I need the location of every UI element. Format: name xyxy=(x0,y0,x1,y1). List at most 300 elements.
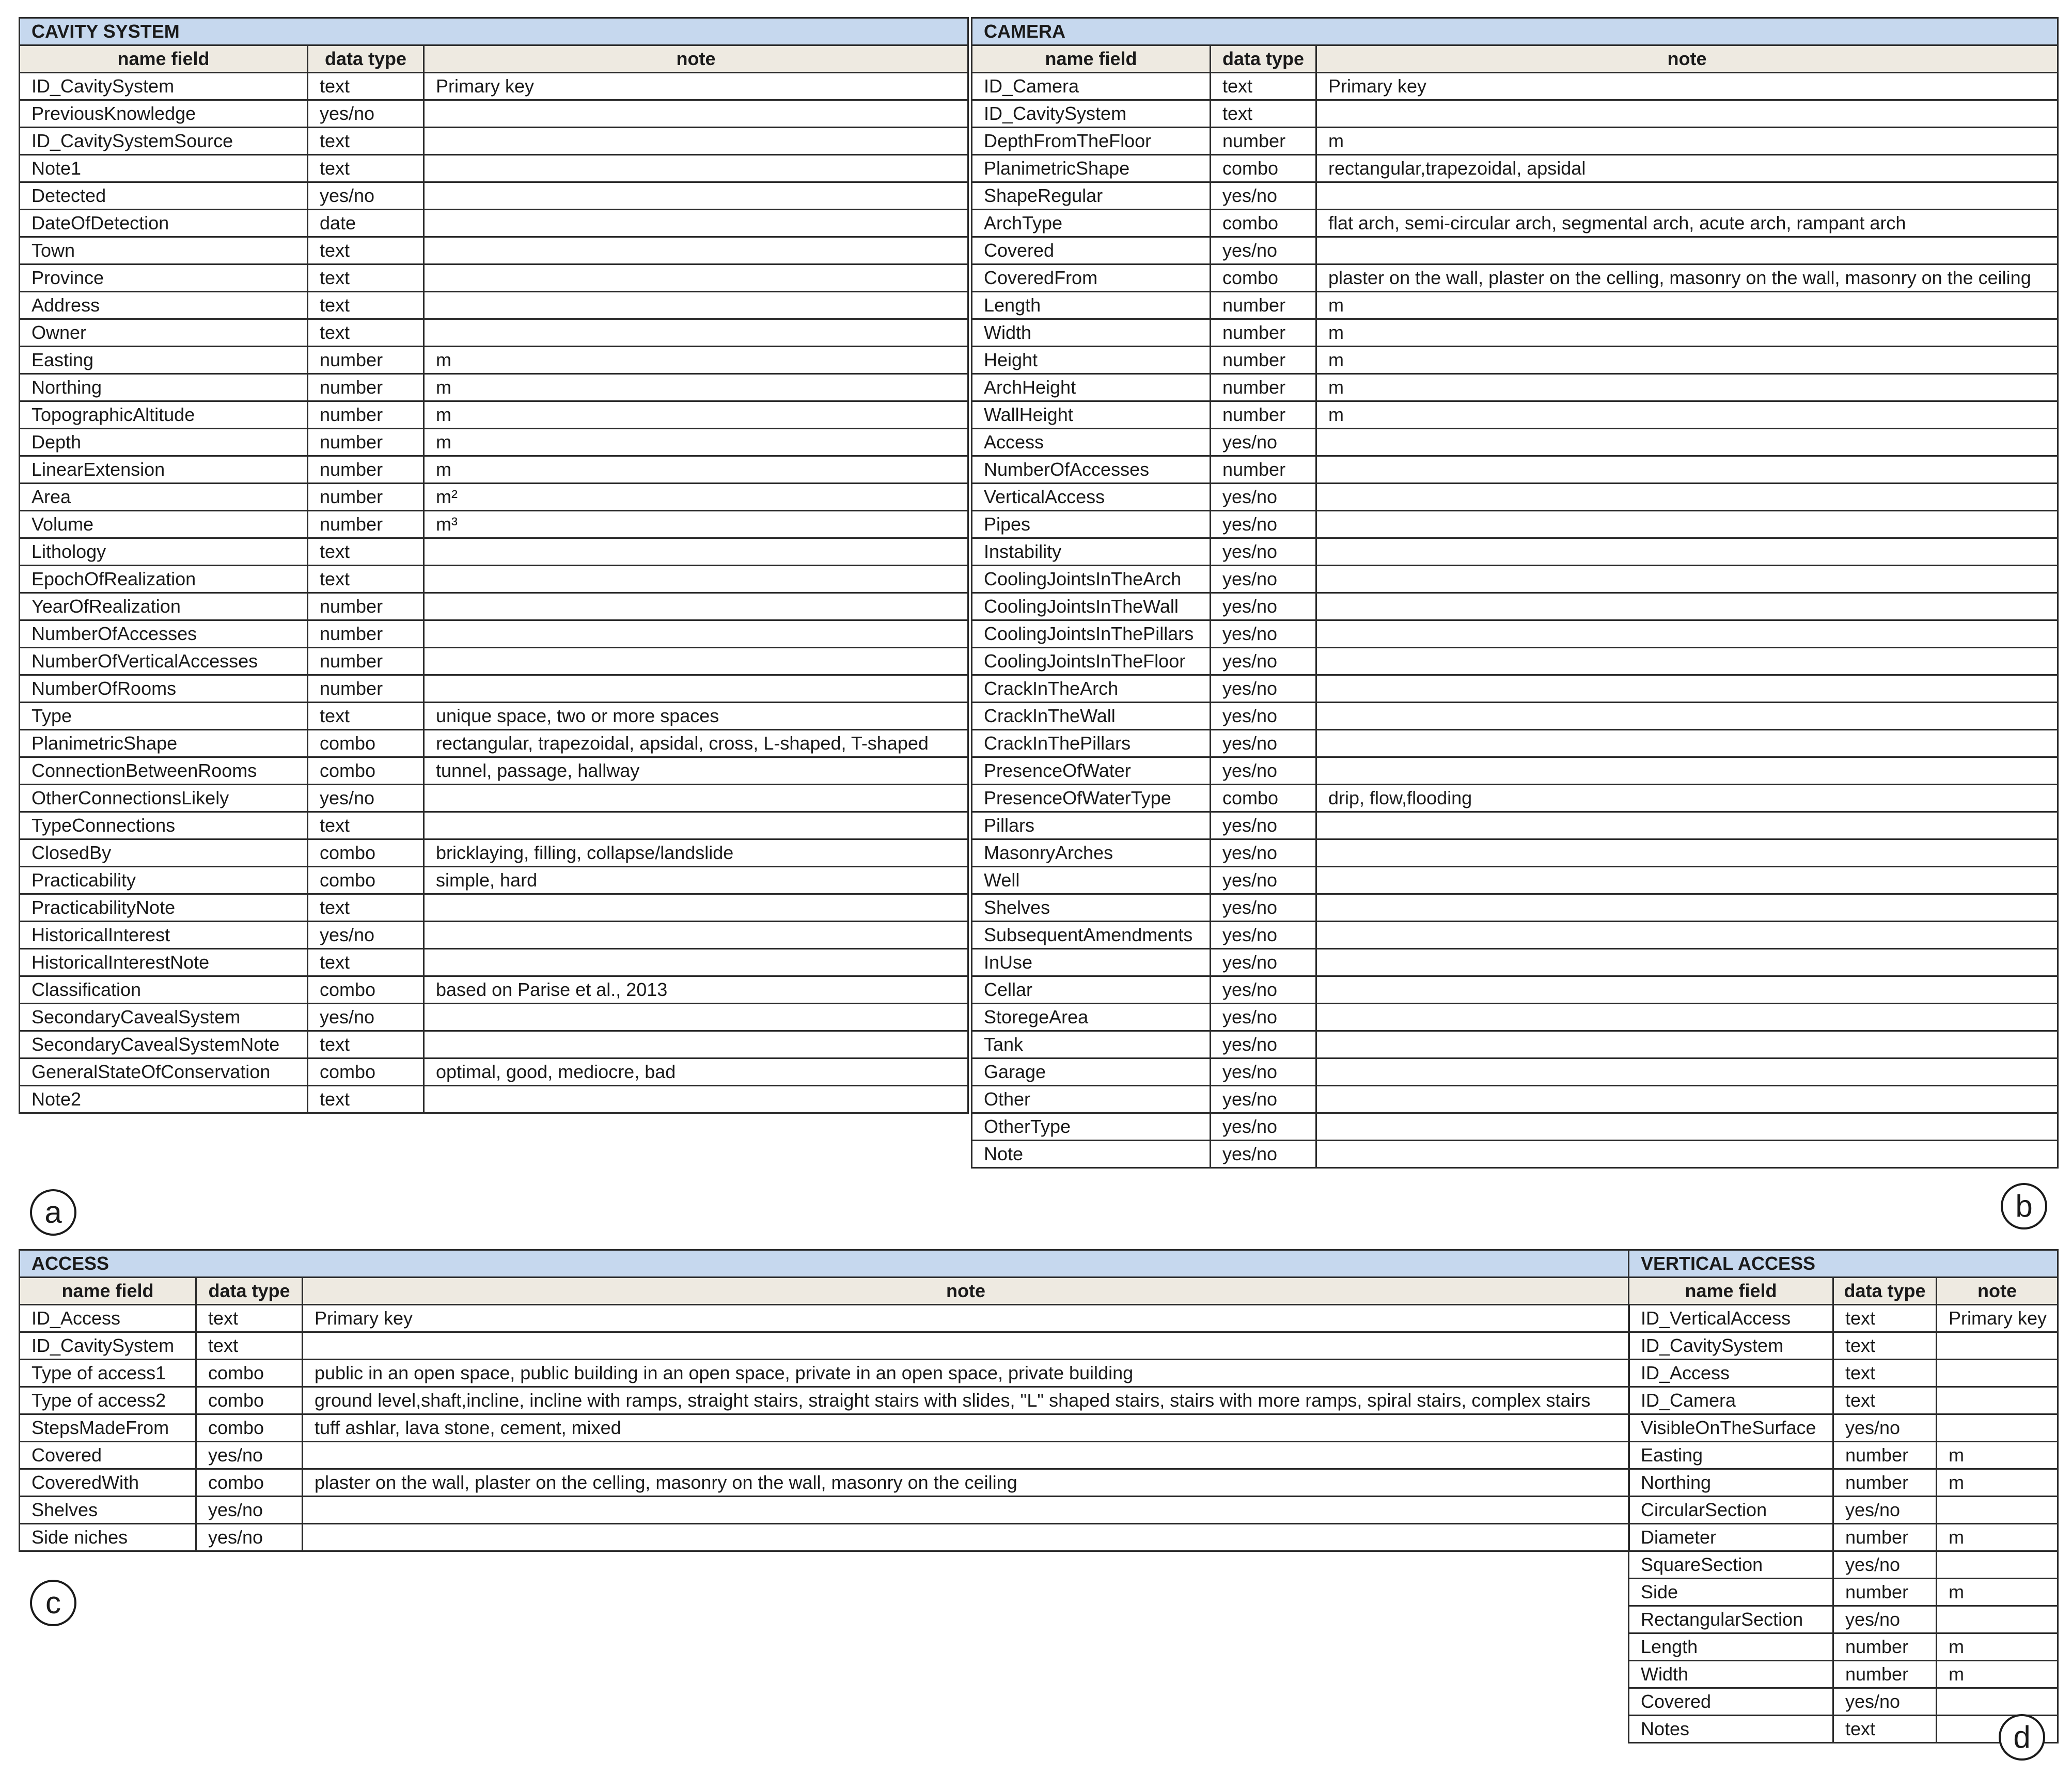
note-cell: drip, flow,flooding xyxy=(1316,785,2058,812)
table-row xyxy=(20,1058,968,1086)
table-title: CAVITY SYSTEM xyxy=(20,18,968,45)
field-name-cell: VisibleOnTheSurface xyxy=(1629,1414,1833,1442)
note-cell xyxy=(424,785,968,812)
field-name-cell: Easting xyxy=(1629,1442,1833,1469)
field-name-cell: EpochOfRealization xyxy=(20,566,308,593)
data-type-cell: number xyxy=(308,484,424,511)
note-cell xyxy=(1316,1031,2058,1058)
data-type-cell: text xyxy=(308,319,424,347)
data-type-cell: yes/no xyxy=(1211,730,1316,757)
note-cell xyxy=(303,1332,1629,1360)
data-type-cell: yes/no xyxy=(1211,922,1316,949)
note-cell xyxy=(1316,182,2058,210)
data-type-cell: number xyxy=(1833,1633,1937,1661)
note-cell: m³ xyxy=(424,511,968,538)
field-name-cell: CircularSection xyxy=(1629,1497,1833,1524)
data-type-cell: yes/no xyxy=(1211,593,1316,620)
note-cell xyxy=(424,155,968,182)
note-cell: m xyxy=(1937,1579,2058,1606)
note-cell: flat arch, semi-circular arch, segmental arch, acute arch, rampant arch xyxy=(1316,210,2058,237)
column-header: name field xyxy=(1629,1278,1833,1305)
data-type-cell: yes/no xyxy=(308,785,424,812)
note-cell: ground level,shaft,incline, incline with ramps, straight stairs, straight stairs with slides, "L" shaped stairs, stairs with more ramps, spiral stairs, complex stairs xyxy=(303,1387,1629,1414)
field-name-cell: Width xyxy=(972,319,1211,347)
table-row xyxy=(20,210,968,237)
data-type-cell: yes/no xyxy=(308,922,424,949)
field-name-cell: Other xyxy=(972,1086,1211,1113)
note-cell xyxy=(1316,1004,2058,1031)
note-cell: simple, hard xyxy=(424,867,968,894)
data-type-cell: text xyxy=(1211,100,1316,128)
data-type-cell: number xyxy=(1833,1469,1937,1497)
data-type-cell: yes/no xyxy=(1211,429,1316,456)
table-row xyxy=(972,73,2058,100)
field-name-cell: ShapeRegular xyxy=(972,182,1211,210)
table-row xyxy=(20,730,968,757)
note-cell: plaster on the wall, plaster on the celling, masonry on the wall, masonry on the ceiling xyxy=(303,1469,1629,1497)
field-name-cell: ID_CavitySystem xyxy=(972,100,1211,128)
data-type-cell: yes/no xyxy=(1833,1497,1937,1524)
table-row xyxy=(972,593,2058,620)
table-row xyxy=(20,155,968,182)
note-cell xyxy=(1937,1414,2058,1442)
note-cell xyxy=(1937,1606,2058,1633)
table-header-row xyxy=(20,1278,1629,1305)
table-row xyxy=(972,867,2058,894)
table-header-row xyxy=(972,45,2058,73)
note-cell: Primary key xyxy=(1937,1305,2058,1332)
note-cell xyxy=(424,210,968,237)
data-type-cell: number xyxy=(1211,456,1316,484)
field-name-cell: Instability xyxy=(972,538,1211,566)
note-cell: m xyxy=(424,374,968,401)
column-header: note xyxy=(1316,45,2058,73)
note-cell xyxy=(1316,839,2058,867)
data-type-cell: combo xyxy=(1211,785,1316,812)
field-name-cell: GeneralStateOfConservation xyxy=(20,1058,308,1086)
data-type-cell: yes/no xyxy=(1211,867,1316,894)
field-name-cell: NumberOfRooms xyxy=(20,675,308,703)
note-cell xyxy=(1937,1551,2058,1579)
note-cell xyxy=(1316,429,2058,456)
table-row xyxy=(1629,1579,2058,1606)
table-row xyxy=(1629,1497,2058,1524)
data-type-cell: text xyxy=(308,703,424,730)
data-type-cell: yes/no xyxy=(1211,566,1316,593)
table-row xyxy=(20,1004,968,1031)
table-row xyxy=(1629,1633,2058,1661)
note-cell: m xyxy=(424,347,968,374)
field-name-cell: Province xyxy=(20,264,308,292)
data-type-cell: number xyxy=(1211,347,1316,374)
data-type-cell: yes/no xyxy=(1211,839,1316,867)
note-cell xyxy=(424,319,968,347)
table-row xyxy=(20,1414,1629,1442)
field-name-cell: Note1 xyxy=(20,155,308,182)
data-type-cell: number xyxy=(1833,1524,1937,1551)
data-type-cell: text xyxy=(308,155,424,182)
data-type-cell: yes/no xyxy=(1211,675,1316,703)
field-name-cell: Side xyxy=(1629,1579,1833,1606)
table-row xyxy=(20,237,968,264)
field-name-cell: ArchHeight xyxy=(972,374,1211,401)
data-type-cell: yes/no xyxy=(1211,757,1316,785)
data-type-cell: text xyxy=(1833,1360,1937,1387)
data-type-cell: text xyxy=(308,812,424,839)
field-name-cell: Northing xyxy=(1629,1469,1833,1497)
table-row xyxy=(1629,1661,2058,1688)
data-type-cell: yes/no xyxy=(308,1004,424,1031)
note-cell xyxy=(424,1086,968,1113)
data-type-cell: number xyxy=(308,620,424,648)
table-row xyxy=(1629,1414,2058,1442)
table-row xyxy=(1629,1305,2058,1332)
table-row xyxy=(972,264,2058,292)
note-cell xyxy=(424,128,968,155)
table-row xyxy=(20,839,968,867)
note-cell: tunnel, passage, hallway xyxy=(424,757,968,785)
note-cell xyxy=(303,1497,1629,1524)
field-name-cell: Side niches xyxy=(20,1524,196,1551)
field-name-cell: CrackInThePillars xyxy=(972,730,1211,757)
field-name-cell: Type of access2 xyxy=(20,1387,196,1414)
table-row xyxy=(972,155,2058,182)
table-row xyxy=(20,757,968,785)
table-row xyxy=(972,949,2058,976)
field-name-cell: Town xyxy=(20,237,308,264)
table-row xyxy=(972,237,2058,264)
note-cell xyxy=(424,620,968,648)
data-type-cell: combo xyxy=(308,730,424,757)
field-name-cell: RectangularSection xyxy=(1629,1606,1833,1633)
field-name-cell: Note xyxy=(972,1141,1211,1168)
column-header: note xyxy=(303,1278,1629,1305)
table-title-row xyxy=(972,18,2058,45)
data-type-cell: text xyxy=(1833,1716,1937,1743)
field-name-cell: Classification xyxy=(20,976,308,1004)
note-cell xyxy=(424,1031,968,1058)
note-cell xyxy=(1316,894,2058,922)
data-type-cell: number xyxy=(1211,401,1316,429)
field-name-cell: Well xyxy=(972,867,1211,894)
note-cell xyxy=(424,566,968,593)
data-type-cell: number xyxy=(308,593,424,620)
field-name-cell: ID_Access xyxy=(1629,1360,1833,1387)
field-name-cell: PresenceOfWaterType xyxy=(972,785,1211,812)
data-type-cell: yes/no xyxy=(1211,1086,1316,1113)
note-cell: rectangular, trapezoidal, apsidal, cross, L-shaped, T-shaped xyxy=(424,730,968,757)
field-name-cell: Length xyxy=(1629,1633,1833,1661)
field-name-cell: Detected xyxy=(20,182,308,210)
note-cell xyxy=(1316,648,2058,675)
table-row xyxy=(972,100,2058,128)
note-cell xyxy=(424,675,968,703)
table-row xyxy=(20,511,968,538)
note-cell: m xyxy=(1316,374,2058,401)
table-row xyxy=(20,703,968,730)
field-name-cell: PresenceOfWater xyxy=(972,757,1211,785)
data-type-cell: text xyxy=(308,894,424,922)
note-cell xyxy=(1316,538,2058,566)
table-row xyxy=(972,1086,2058,1113)
access-table xyxy=(19,1249,1630,1552)
field-name-cell: Owner xyxy=(20,319,308,347)
data-type-cell: text xyxy=(196,1305,303,1332)
field-name-cell: Cellar xyxy=(972,976,1211,1004)
table-row xyxy=(20,429,968,456)
data-type-cell: yes/no xyxy=(1211,237,1316,264)
data-type-cell: number xyxy=(1211,128,1316,155)
table-row xyxy=(972,976,2058,1004)
column-header: name field xyxy=(20,1278,196,1305)
data-type-cell: combo xyxy=(1211,155,1316,182)
note-cell: Primary key xyxy=(424,73,968,100)
note-cell xyxy=(424,922,968,949)
note-cell xyxy=(424,894,968,922)
note-cell: m xyxy=(1316,347,2058,374)
data-type-cell: yes/no xyxy=(1833,1414,1937,1442)
table-row xyxy=(20,484,968,511)
table-row xyxy=(972,182,2058,210)
note-cell: m xyxy=(424,401,968,429)
table-row xyxy=(1629,1524,2058,1551)
table-row xyxy=(972,484,2058,511)
data-type-cell: text xyxy=(308,1086,424,1113)
field-name-cell: Tank xyxy=(972,1031,1211,1058)
table-row xyxy=(972,894,2058,922)
note-cell xyxy=(424,648,968,675)
field-name-cell: Diameter xyxy=(1629,1524,1833,1551)
panel-label-a: a xyxy=(30,1189,76,1236)
panel-label-b: b xyxy=(2001,1183,2047,1229)
table-row xyxy=(1629,1551,2058,1579)
column-header: data type xyxy=(308,45,424,73)
table-title: VERTICAL ACCESS xyxy=(1629,1250,2058,1278)
table-row xyxy=(972,1031,2058,1058)
data-type-cell: combo xyxy=(1211,210,1316,237)
field-name-cell: Northing xyxy=(20,374,308,401)
field-name-cell: TopographicAltitude xyxy=(20,401,308,429)
field-name-cell: CoolingJointsInThePillars xyxy=(972,620,1211,648)
field-name-cell: SecondaryCavealSystem xyxy=(20,1004,308,1031)
note-cell: plaster on the wall, plaster on the celling, masonry on the wall, masonry on the ceiling xyxy=(1316,264,2058,292)
table-row xyxy=(1629,1688,2058,1716)
vertical-access-table xyxy=(1628,1249,2059,1743)
field-name-cell: Length xyxy=(972,292,1211,319)
table-row xyxy=(972,401,2058,429)
data-type-cell: yes/no xyxy=(196,1442,303,1469)
note-cell: rectangular,trapezoidal, apsidal xyxy=(1316,155,2058,182)
note-cell xyxy=(303,1442,1629,1469)
note-cell xyxy=(1937,1332,2058,1360)
note-cell: public in an open space, public building in an open space, private in an open space, private building xyxy=(303,1360,1629,1387)
data-type-cell: yes/no xyxy=(1211,1031,1316,1058)
field-name-cell: SquareSection xyxy=(1629,1551,1833,1579)
table-row xyxy=(972,922,2058,949)
field-name-cell: Depth xyxy=(20,429,308,456)
table-title: ACCESS xyxy=(20,1250,1629,1278)
note-cell xyxy=(1316,675,2058,703)
field-name-cell: CoolingJointsInTheWall xyxy=(972,593,1211,620)
note-cell: m xyxy=(1937,1469,2058,1497)
field-name-cell: Covered xyxy=(1629,1688,1833,1716)
table-title-row xyxy=(20,1250,1629,1278)
table-row xyxy=(20,182,968,210)
field-name-cell: ID_Camera xyxy=(972,73,1211,100)
table-row xyxy=(20,538,968,566)
note-cell: m xyxy=(1316,401,2058,429)
table-row xyxy=(20,949,968,976)
note-cell xyxy=(1316,867,2058,894)
data-type-cell: text xyxy=(308,538,424,566)
field-name-cell: ID_VerticalAccess xyxy=(1629,1305,1833,1332)
table-row xyxy=(20,894,968,922)
table-row xyxy=(1629,1442,2058,1469)
note-cell xyxy=(1316,484,2058,511)
note-cell xyxy=(1316,976,2058,1004)
field-name-cell: Garage xyxy=(972,1058,1211,1086)
table-row xyxy=(20,1497,1629,1524)
note-cell xyxy=(424,812,968,839)
note-cell xyxy=(303,1524,1629,1551)
data-type-cell: yes/no xyxy=(308,182,424,210)
table-row xyxy=(972,374,2058,401)
note-cell xyxy=(1937,1688,2058,1716)
field-name-cell: SecondaryCavealSystemNote xyxy=(20,1031,308,1058)
note-cell xyxy=(1316,949,2058,976)
field-name-cell: Shelves xyxy=(20,1497,196,1524)
table-row xyxy=(20,1360,1629,1387)
table-title-row xyxy=(20,18,968,45)
note-cell: m xyxy=(1316,319,2058,347)
note-cell: m xyxy=(1937,1524,2058,1551)
data-type-cell: combo xyxy=(308,757,424,785)
column-header: data type xyxy=(1833,1278,1937,1305)
note-cell: Primary key xyxy=(303,1305,1629,1332)
table-row xyxy=(972,511,2058,538)
note-cell xyxy=(1316,1086,2058,1113)
data-type-cell: number xyxy=(1211,319,1316,347)
note-cell xyxy=(424,593,968,620)
data-type-cell: number xyxy=(308,456,424,484)
data-type-cell: yes/no xyxy=(1211,703,1316,730)
data-type-cell: number xyxy=(308,374,424,401)
data-type-cell: yes/no xyxy=(1211,182,1316,210)
note-cell xyxy=(1937,1387,2058,1414)
data-type-cell: number xyxy=(308,429,424,456)
note-cell xyxy=(424,538,968,566)
table-row xyxy=(20,1524,1629,1551)
table-row xyxy=(20,1031,968,1058)
table-row xyxy=(20,264,968,292)
data-type-cell: text xyxy=(308,73,424,100)
table-row xyxy=(20,812,968,839)
data-type-cell: combo xyxy=(196,1387,303,1414)
data-type-cell: number xyxy=(1211,374,1316,401)
data-type-cell: number xyxy=(1833,1442,1937,1469)
note-cell xyxy=(1316,593,2058,620)
table-row xyxy=(972,839,2058,867)
table-row xyxy=(20,374,968,401)
note-cell xyxy=(424,949,968,976)
note-cell xyxy=(424,100,968,128)
column-header: name field xyxy=(972,45,1211,73)
field-name-cell: CoveredWith xyxy=(20,1469,196,1497)
data-type-cell: combo xyxy=(308,976,424,1004)
field-name-cell: CoveredFrom xyxy=(972,264,1211,292)
table-row xyxy=(1629,1360,2058,1387)
note-cell: m xyxy=(1316,292,2058,319)
table-row xyxy=(20,1387,1629,1414)
table-row xyxy=(20,1332,1629,1360)
data-type-cell: yes/no xyxy=(1211,1113,1316,1141)
table-row xyxy=(972,675,2058,703)
data-type-cell: text xyxy=(1833,1305,1937,1332)
table-row xyxy=(972,319,2058,347)
data-type-cell: yes/no xyxy=(1211,1141,1316,1168)
data-type-cell: yes/no xyxy=(1833,1606,1937,1633)
field-name-cell: LinearExtension xyxy=(20,456,308,484)
data-type-cell: text xyxy=(308,264,424,292)
table-header-row xyxy=(1629,1278,2058,1305)
data-type-cell: text xyxy=(1833,1387,1937,1414)
table-row xyxy=(972,785,2058,812)
field-name-cell: ID_CavitySystem xyxy=(20,1332,196,1360)
data-type-cell: yes/no xyxy=(1211,538,1316,566)
data-type-cell: yes/no xyxy=(1211,620,1316,648)
field-name-cell: StepsMadeFrom xyxy=(20,1414,196,1442)
data-type-cell: yes/no xyxy=(1211,812,1316,839)
field-name-cell: Access xyxy=(972,429,1211,456)
note-cell xyxy=(1316,237,2058,264)
note-cell xyxy=(1316,511,2058,538)
table-header-row xyxy=(20,45,968,73)
field-name-cell: OtherType xyxy=(972,1113,1211,1141)
data-type-cell: yes/no xyxy=(308,100,424,128)
data-type-cell: yes/no xyxy=(196,1497,303,1524)
column-header: name field xyxy=(20,45,308,73)
field-name-cell: Lithology xyxy=(20,538,308,566)
table-row xyxy=(20,648,968,675)
data-type-cell: combo xyxy=(196,1360,303,1387)
note-cell: m² xyxy=(424,484,968,511)
note-cell xyxy=(1937,1360,2058,1387)
note-cell: unique space, two or more spaces xyxy=(424,703,968,730)
field-name-cell: Covered xyxy=(20,1442,196,1469)
table-row xyxy=(20,976,968,1004)
data-type-cell: yes/no xyxy=(1833,1688,1937,1716)
data-type-cell: text xyxy=(308,949,424,976)
data-type-cell: yes/no xyxy=(1211,976,1316,1004)
field-name-cell: Width xyxy=(1629,1661,1833,1688)
data-type-cell: date xyxy=(308,210,424,237)
note-cell: based on Parise et al., 2013 xyxy=(424,976,968,1004)
table-row xyxy=(972,210,2058,237)
data-type-cell: yes/no xyxy=(1211,949,1316,976)
data-type-cell: combo xyxy=(308,1058,424,1086)
camera-table xyxy=(971,17,2059,1169)
table-row xyxy=(20,292,968,319)
table-row xyxy=(20,128,968,155)
data-type-cell: text xyxy=(308,566,424,593)
table-row xyxy=(20,401,968,429)
note-cell xyxy=(424,182,968,210)
data-type-cell: combo xyxy=(196,1469,303,1497)
note-cell: m xyxy=(1937,1633,2058,1661)
field-name-cell: VerticalAccess xyxy=(972,484,1211,511)
field-name-cell: InUse xyxy=(972,949,1211,976)
data-type-cell: text xyxy=(308,128,424,155)
